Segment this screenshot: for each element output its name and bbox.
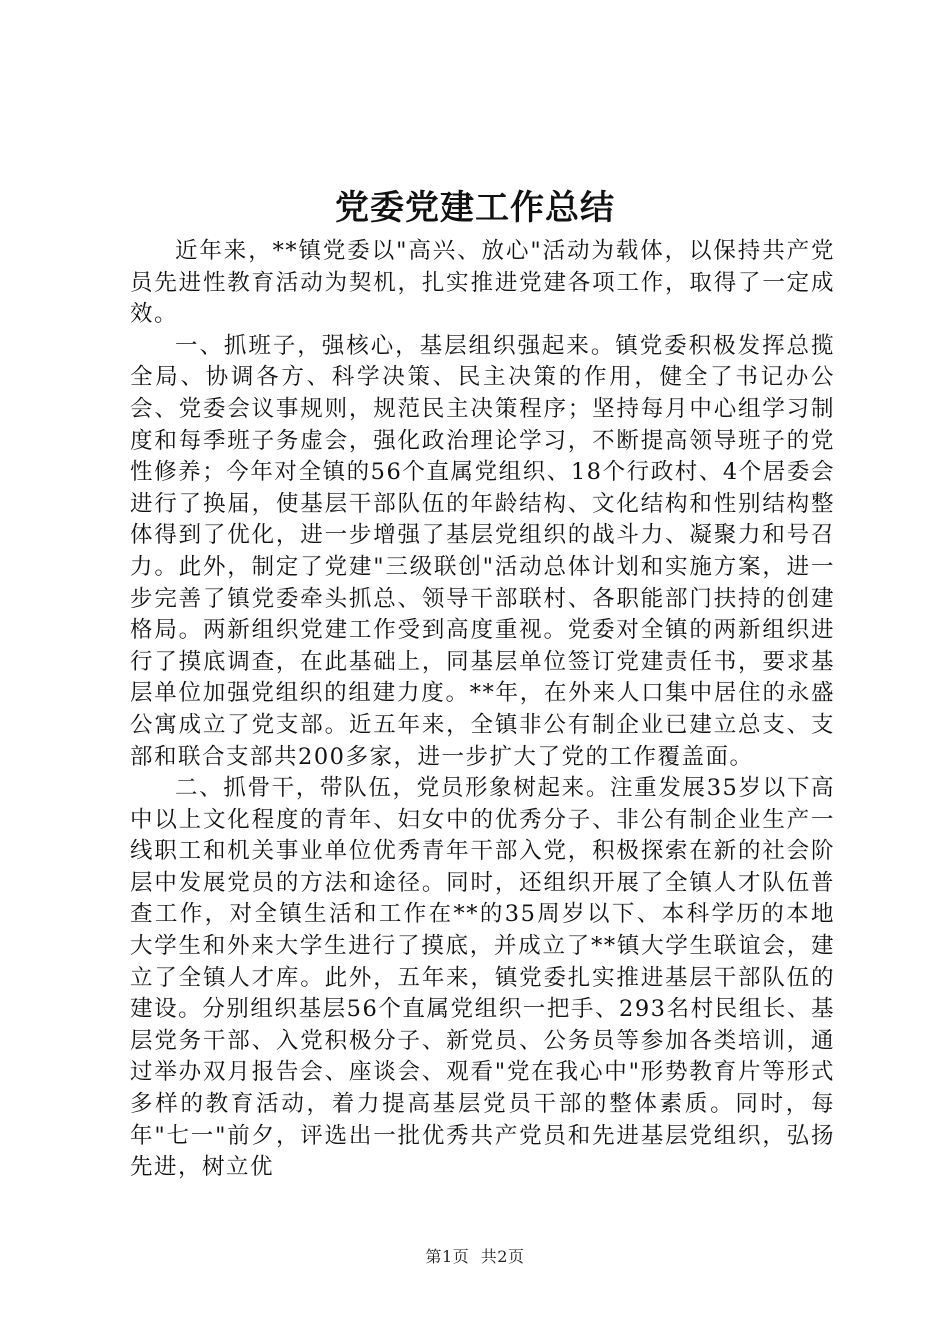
paragraph-section-two: 二、抓骨干，带队伍，党员形象树起来。注重发展35岁以下高中以上文化程度的青年、妇女中的优秀分子、非公有制企业生产一线职工和机关事业单位优秀青年干部入党，积极探索在新的社会阶层中发展党员的方法和途径。同时，还组织开展了全镇人才队伍普查工作，对全镇生活和工作在**的35周岁以下、本科学历的本地大学生和外来大学生进行了摸底，并成立了**镇大学生联谊会，建立了全镇人才库。此外，五年来，镇党委扎实推进基层干部队伍的建设。分别组织基层56个直属党组织一把手、293名村民组长、基层党务干部、入党积极分子、新党员、公务员等参加各类培训，通过举办双月报告会、座谈会、观看"党在我心中"形势教育片等形式多样的教育活动，着力提高基层党员干部的整体素质。同时，每年"七一"前夕，评选出一批优秀共产党员和先进基层党组织，弘扬先进，树立优 bbox=[130, 775, 835, 1181]
page-total: 共2页 bbox=[480, 1247, 525, 1266]
paragraph-section-one: 一、抓班子，强核心，基层组织强起来。镇党委积极发挥总揽全局、协调各方、科学决策、民主决策的作用，健全了书记办公会、党委会议事规则，规范民主决策程序；坚持每月中心组学习制度和每季班子务虚会，强化政治理论学习，不断提高领导班子的党性修养；今年对全镇的56个直属党组织、18个行政村、4个居委会进行了换届，使基层干部队伍的年龄结构、文化结构和性别结构整体得到了优化，进一步增强了基层党组织的战斗力、凝聚力和号召力。此外，制定了党建"三级联创"活动总体计划和实施方案，进一步完善了镇党委牵头抓总、领导干部联村、各职能部门扶持的创建格局。两新组织党建工作受到高度重视。党委对全镇的两新组织进行了摸底调查，在此基础上，同基层单位签订党建责任书，要求基层单位加强党组织的组建力度。**年，在外来人口集中居住的永盛公寓成立了党支部。近五年来，全镇非公有制企业已建立总支、支部和联合支部共200多家，进一步扩大了党的工作覆盖面。 bbox=[130, 332, 835, 770]
page-footer bbox=[0, 1244, 950, 1267]
paragraph-intro: 近年来，**镇党委以"高兴、放心"活动为载体，以保持共产党员先进性教育活动为契机，扎实推进党建各项工作，取得了一定成效。 bbox=[130, 238, 835, 328]
document-body bbox=[130, 236, 835, 1184]
page-number: 第1页 bbox=[425, 1247, 470, 1266]
document-title: 党委党建工作总结 bbox=[335, 188, 615, 228]
